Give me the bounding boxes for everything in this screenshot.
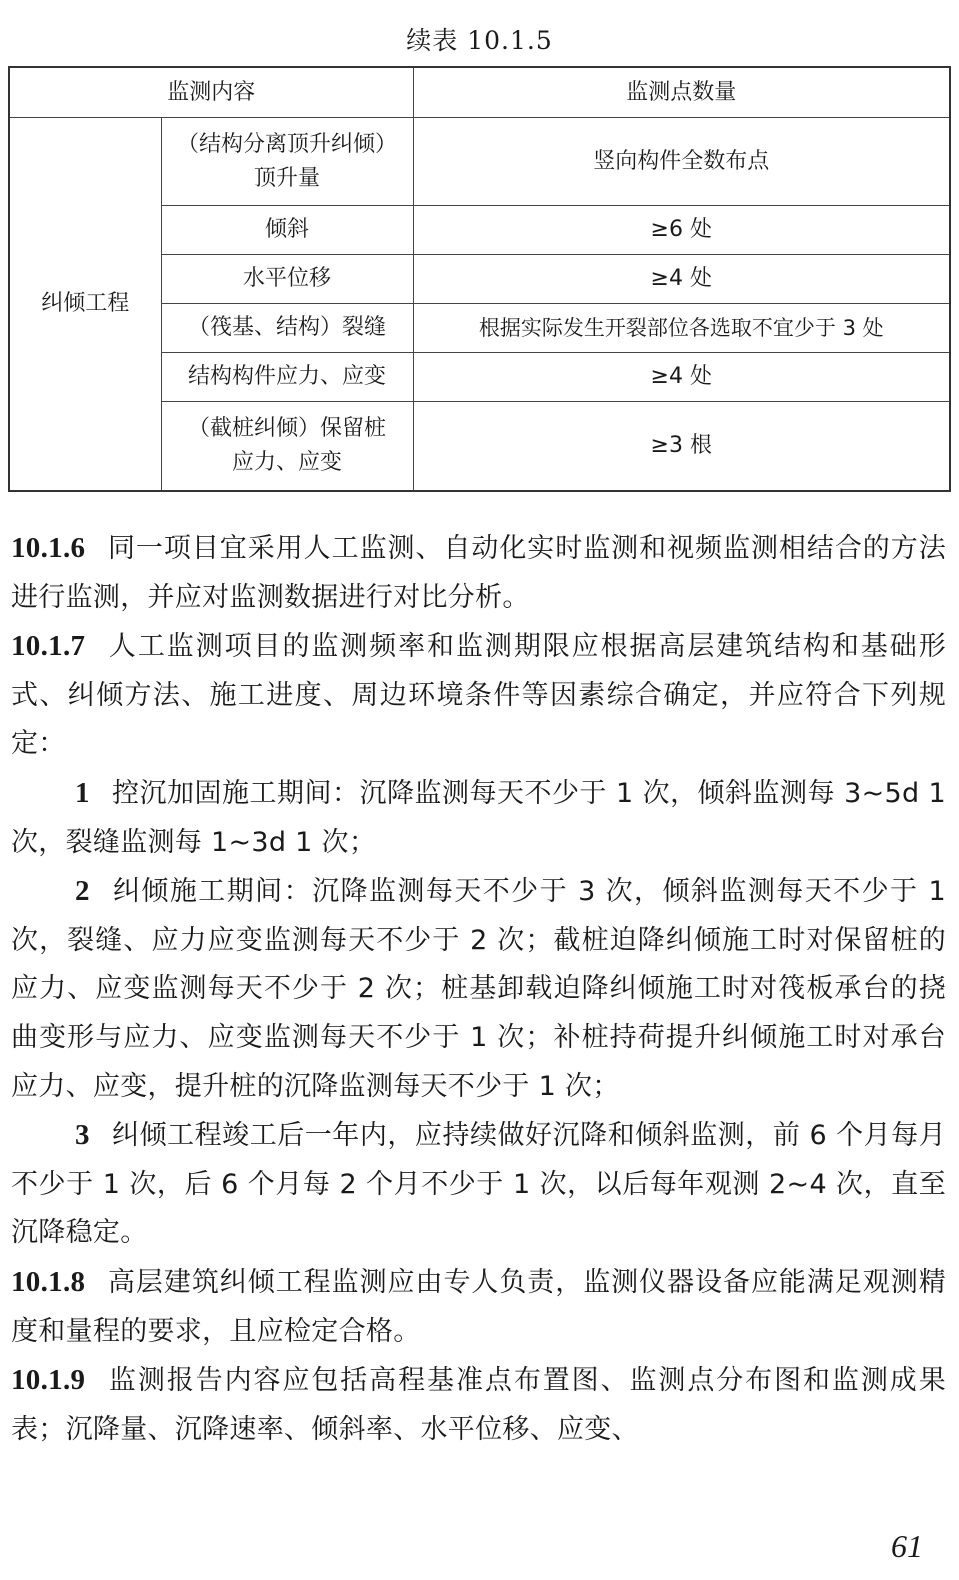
quantity-cell: ≥4 处 [413, 255, 950, 304]
item-cell [161, 402, 413, 492]
item-cell: 水平位移 [161, 255, 413, 304]
header-monitoring-content: 监测内容 [9, 67, 413, 118]
quantity-cell: 根据实际发生开裂部位各选取不宜少于 3 处 [413, 304, 950, 353]
item-text: 控沉加固施工期间：沉降监测每天不少于 1 次，倾斜监测每 3~5d 1 次，裂缝监测每 1~3d 1 次； [11, 777, 946, 858]
item-text: 纠倾施工期间：沉降监测每天不少于 3 次，倾斜监测每天不少于 1 次，裂缝、应力应变监测每天不少于 2 次；截桩迫降纠倾施工时对保留桩的应力、应变监测每天不少于 2 次；桩基卸载迫降纠倾施工时对筏板承台的挠曲变形与应力、应变监测每天不少于 1 次；补桩持荷提升纠倾施工时对承台应力、应变，提升桩的沉降监测每天不少于 1 次； [11, 876, 946, 1102]
page-number: 61 [891, 1528, 923, 1564]
item-cell: 倾斜 [161, 206, 413, 255]
item-line: 应力、应变 [232, 450, 343, 475]
group-label-cell: 纠倾工程 [9, 118, 161, 492]
clause-number: 10.1.9 [11, 1364, 86, 1397]
clause-text: 监测报告内容应包括高程基准点布置图、监测点分布图和监测成果表；沉降量、沉降速率、倾斜率、水平位移、应变、 [11, 1365, 946, 1445]
item-cell [161, 118, 413, 206]
monitoring-table [8, 66, 951, 492]
clause-10-1-7 [11, 622, 946, 769]
clause-number: 10.1.7 [11, 630, 86, 663]
item-number: 3 [75, 1119, 90, 1152]
clause-item-2 [11, 867, 946, 1111]
table-header-row [9, 67, 950, 118]
header-point-quantity: 监测点数量 [413, 67, 950, 118]
item-line: （截桩纠倾）保留桩 [188, 416, 387, 441]
clause-text: 人工监测项目的监测频率和监测期限应根据高层建筑结构和基础形式、纠倾方法、施工进度、周边环境条件等因素综合确定，并应符合下列规定： [11, 631, 946, 760]
item-number: 2 [75, 875, 90, 908]
clause-10-1-9 [11, 1356, 946, 1454]
clause-number: 10.1.8 [11, 1265, 86, 1298]
clause-text: 同一项目宜采用人工监测、自动化实时监测和视频监测相结合的方法进行监测，并应对监测数据进行对比分析。 [11, 533, 946, 613]
quantity-cell: 竖向构件全数布点 [413, 118, 950, 206]
table-row [9, 118, 950, 206]
item-cell: （筏基、结构）裂缝 [161, 304, 413, 353]
clause-number: 10.1.6 [11, 532, 86, 564]
table-caption: 续表 10.1.5 [406, 26, 553, 55]
item-line: 顶升量 [254, 165, 321, 191]
clause-item-1 [11, 769, 946, 867]
clause-10-1-8 [11, 1258, 946, 1356]
body-text [11, 524, 946, 1454]
clause-item-3 [11, 1111, 946, 1258]
item-number: 1 [75, 776, 90, 809]
clause-text: 高层建筑纠倾工程监测应由专人负责，监测仪器设备应能满足观测精度和量程的要求，且应检定合格。 [11, 1266, 946, 1347]
item-cell: 结构构件应力、应变 [161, 353, 413, 402]
item-line: （结构分离顶升纠倾） [177, 131, 398, 157]
quantity-cell: ≥4 处 [413, 353, 950, 402]
clause-10-1-6 [11, 524, 946, 622]
item-text: 纠倾工程竣工后一年内，应持续做好沉降和倾斜监测，前 6 个月每月不少于 1 次，后 6 个月每 2 个月不少于 1 次，以后每年观测 2~4 次，直至沉降稳定。 [11, 1120, 946, 1249]
quantity-cell: ≥3 根 [413, 402, 950, 492]
quantity-cell: ≥6 处 [413, 206, 950, 255]
